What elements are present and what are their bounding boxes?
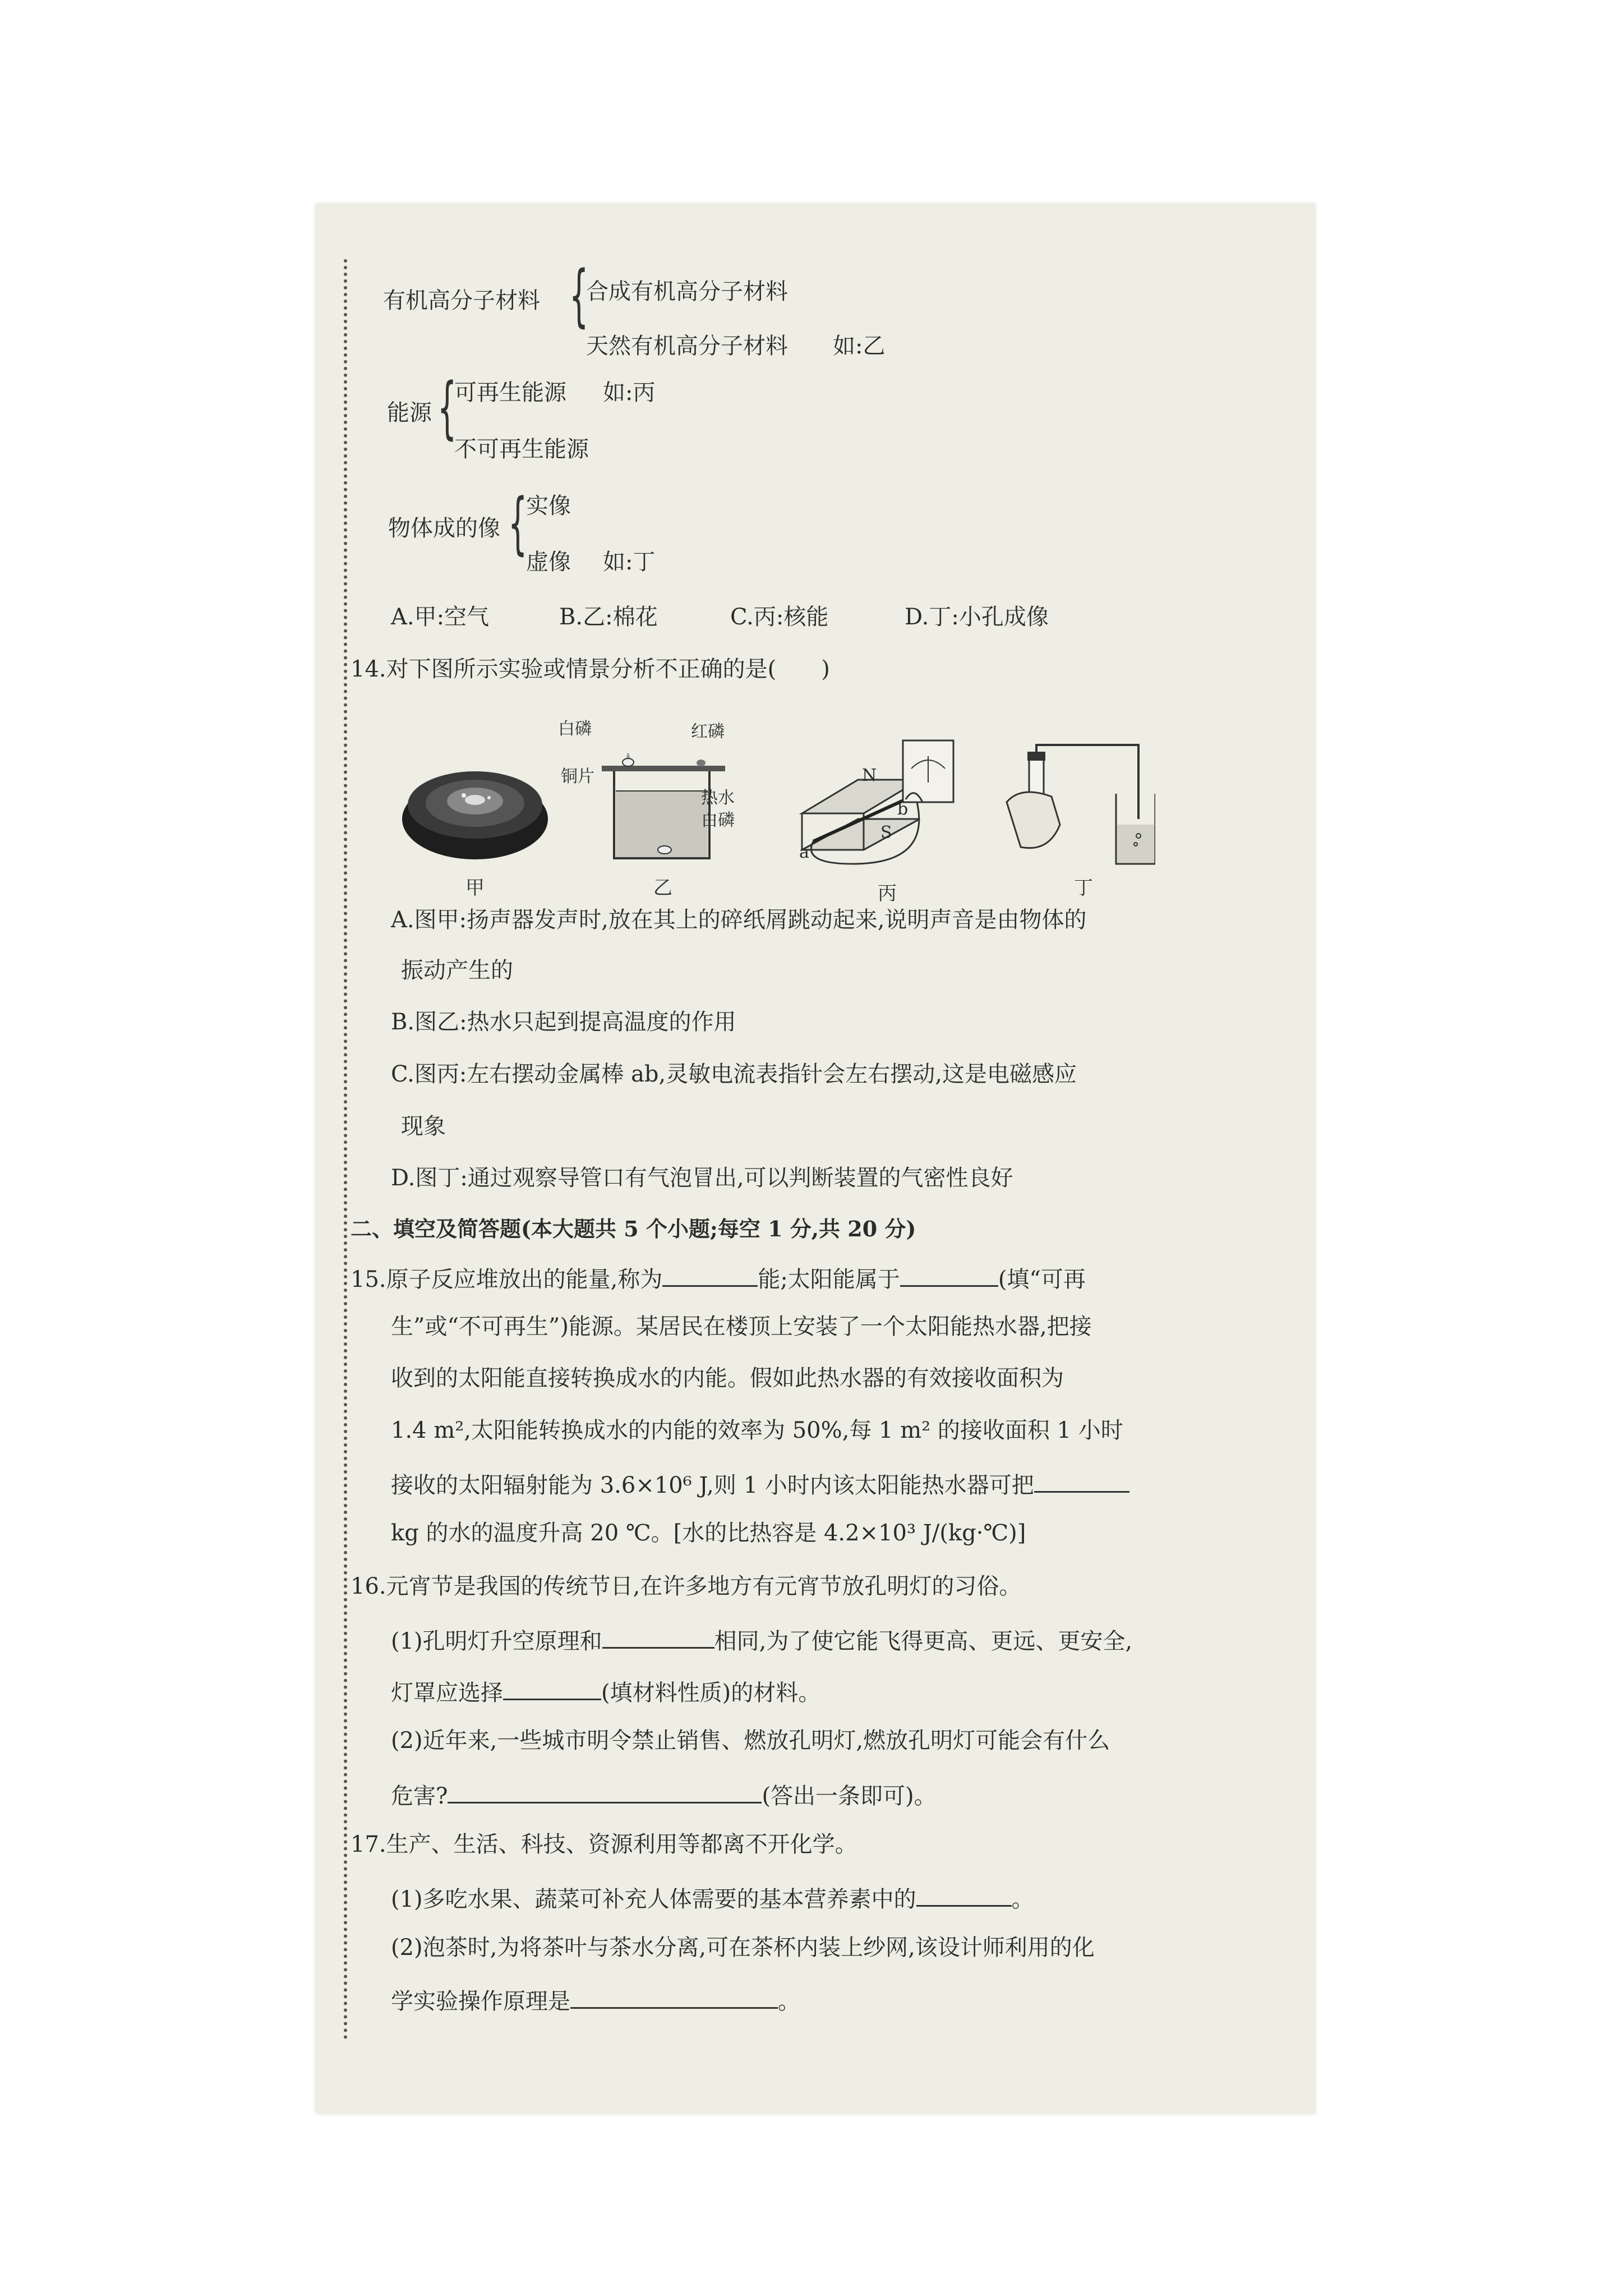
polymer-branch-natural: 天然有机高分子材料 [586, 333, 788, 359]
energy-title: 能源 [387, 400, 432, 426]
binding-dotted-line [344, 259, 347, 2040]
figure-bing-s: S [880, 823, 892, 843]
q16-text-1d: (填材料性质)的材料。 [601, 1680, 821, 1706]
q17-blank-2[interactable] [570, 1987, 778, 2009]
energy-branch-nonrenewable: 不可再生能源 [454, 436, 589, 462]
q16-part1-line1 [391, 1627, 1132, 1653]
figure-bing-b: b [897, 799, 909, 819]
polymer-brace: { [569, 257, 589, 335]
q17-stem: 17.生产、生活、科技、资源利用等都离不开化学。 [351, 1832, 857, 1857]
q15-line1 [351, 1265, 1086, 1291]
energy-branch-renewable: 可再生能源 [454, 380, 566, 406]
figure-yi-white-p-bottom: 白磷 [701, 811, 735, 830]
q16-text-1a: (1)孔明灯升空原理和 [391, 1628, 602, 1654]
exam-paper [316, 204, 1315, 2114]
q16-part1-line2 [391, 1678, 820, 1704]
q17-text-1-end: 。 [1011, 1887, 1034, 1912]
q15-blank-3[interactable] [1034, 1471, 1129, 1493]
q16-blank-1[interactable] [602, 1627, 714, 1649]
section-2-heading: 二、填空及简答题(本大题共 5 个小题;每空 1 分,共 20 分) [351, 1216, 916, 1241]
figure-yi-hot-water: 热水 [701, 788, 735, 808]
figure-bing-induction [796, 729, 976, 869]
figure-yi-label: 乙 [653, 877, 672, 899]
q14-option-b: B.图乙:热水只起到提高温度的作用 [391, 1009, 736, 1035]
q14-option-a-line1: A.图甲:扬声器发声时,放在其上的碎纸屑跳动起来,说明声音是由物体的 [391, 907, 1087, 933]
q13-option-d: D.丁:小孔成像 [905, 604, 1049, 630]
q14-option-c-line1: C.图丙:左右摆动金属棒 ab,灵敏电流表指针会左右摆动,这是电磁感应 [391, 1061, 1077, 1087]
q15-text-1a: 15.原子反应堆放出的能量,称为 [351, 1267, 663, 1292]
image-example: 如:丁 [603, 549, 656, 575]
q17-blank-1[interactable] [916, 1885, 1012, 1907]
q15-text-5a: 接收的太阳辐射能为 3.6×10⁶ J,则 1 小时内该太阳能热水器可把 [391, 1473, 1034, 1498]
q16-blank-3[interactable] [448, 1782, 762, 1803]
q15-text-1c: (填“可再 [998, 1267, 1086, 1292]
q17-part1 [391, 1885, 1034, 1911]
figure-ding-airtightness [998, 740, 1155, 869]
energy-example: 如:丙 [603, 380, 656, 406]
q15-line6: kg 的水的温度升高 20 ℃。[水的比热容是 4.2×10³ J/(kg·℃)] [391, 1520, 1026, 1546]
q14-option-a-line2: 振动产生的 [401, 958, 513, 983]
image-branch-real: 实像 [526, 493, 571, 519]
q13-option-c: C.丙:核能 [730, 604, 829, 630]
q15-line4: 1.4 m²,太阳能转换成水的内能的效率为 50%,每 1 m² 的接收面积 1 小时 [391, 1418, 1123, 1443]
q16-blank-2[interactable] [503, 1678, 601, 1700]
q15-line5 [391, 1471, 1129, 1497]
q16-part2-line1: (2)近年来,一些城市明令禁止销售、燃放孔明灯,燃放孔明灯可能会有什么 [391, 1728, 1110, 1754]
q16-text-2b: 危害? [391, 1783, 448, 1809]
q15-line2: 生”或“不可再生”)能源。某居民在楼顶上安装了一个太阳能热水器,把接 [391, 1314, 1092, 1340]
figure-yi-copper: 铜片 [561, 767, 594, 786]
q15-line3: 收到的太阳能直接转换成水的内能。假如此热水器的有效接收面积为 [391, 1365, 1064, 1391]
q15-blank-2[interactable] [900, 1265, 998, 1287]
q16-text-2c: (答出一条即可)。 [762, 1783, 937, 1809]
q13-option-b: B.乙:棉花 [559, 604, 658, 630]
figure-yi-red-p: 红磷 [691, 722, 725, 742]
q17-part2-line2 [391, 1987, 800, 2013]
image-brace: { [508, 485, 528, 563]
image-title: 物体成的像 [388, 516, 500, 541]
q16-text-1c: 灯罩应选择 [391, 1680, 503, 1706]
figure-bing-n: N [862, 766, 877, 785]
q17-text-2-end: 。 [778, 1989, 800, 2014]
figure-jia-speaker [399, 752, 551, 864]
q15-blank-1[interactable] [662, 1265, 758, 1287]
image-branch-virtual: 虚像 [526, 549, 571, 575]
q14-option-d: D.图丁:通过观察导管口有气泡冒出,可以判断装置的气密性良好 [391, 1165, 1013, 1191]
figure-bing-a: a [799, 843, 809, 862]
energy-brace: { [437, 369, 457, 447]
polymer-branch-synthetic: 合成有机高分子材料 [586, 279, 788, 305]
q17-part2-line1: (2)泡茶时,为将茶叶与茶水分离,可在茶杯内装上纱网,该设计师利用的化 [391, 1935, 1095, 1961]
figure-yi-white-p-top: 白磷 [558, 719, 592, 739]
q14-stem: 14.对下图所示实验或情景分析不正确的是( ) [351, 656, 830, 682]
figure-jia-label: 甲 [465, 877, 485, 899]
q16-stem: 16.元宵节是我国的传统节日,在许多地方有元宵节放孔明灯的习俗。 [351, 1573, 1022, 1599]
figure-bing-label: 丙 [878, 882, 897, 905]
polymer-example: 如:乙 [833, 333, 886, 359]
q15-text-1b: 能;太阳能属于 [758, 1267, 900, 1292]
q17-text-1: (1)多吃水果、蔬菜可补充人体需要的基本营养素中的 [391, 1887, 916, 1912]
q17-text-2b: 学实验操作原理是 [391, 1989, 570, 2014]
q14-option-c-line2: 现象 [401, 1114, 446, 1139]
figure-ding-label: 丁 [1074, 877, 1093, 899]
q16-text-1b: 相同,为了使它能飞得更高、更远、更安全, [714, 1628, 1133, 1654]
polymer-title: 有机高分子材料 [383, 288, 540, 314]
q13-option-a: A.甲:空气 [391, 604, 490, 630]
q16-part2-line2 [391, 1782, 937, 1807]
